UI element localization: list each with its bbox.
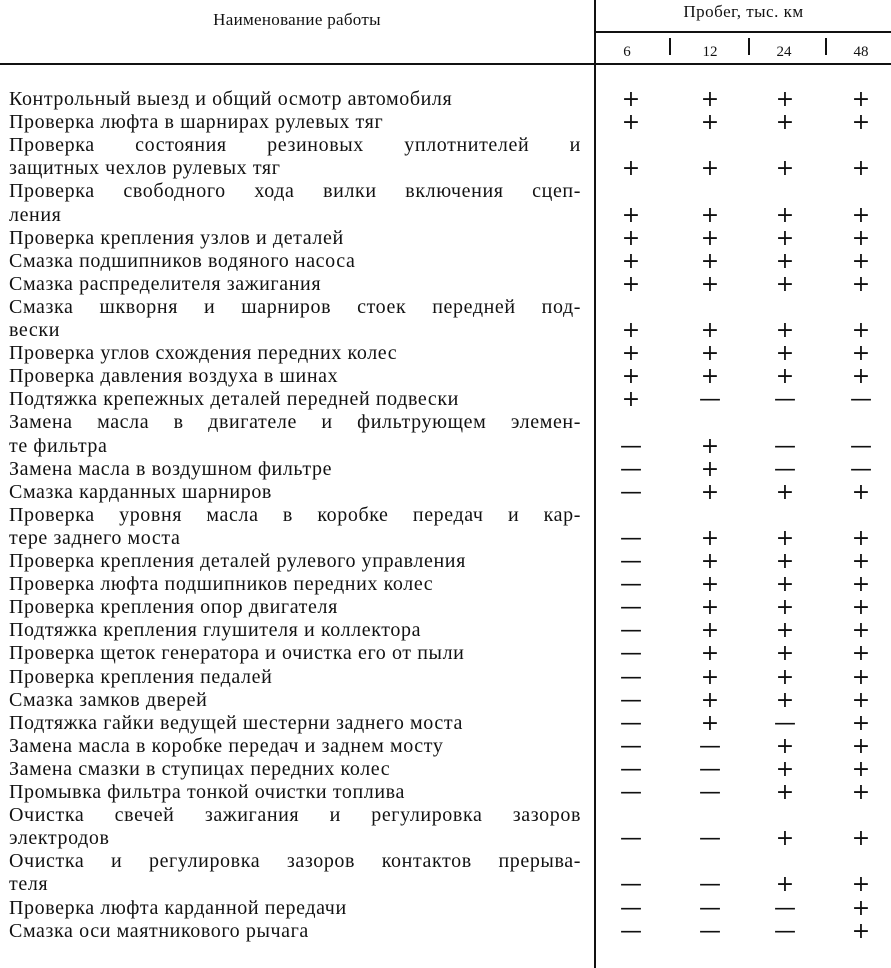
table-row [0, 227, 891, 250]
table-row [0, 88, 891, 111]
mileage-mark-6: — [620, 618, 642, 644]
mileage-mark-12: + [700, 618, 720, 644]
table-row [0, 342, 891, 365]
mileage-mark-12: + [700, 687, 720, 713]
mileage-mark-24: + [775, 248, 795, 274]
work-name: Смазка оси маятникового рычага [9, 919, 309, 942]
mileage-mark-24: + [775, 687, 795, 713]
header-tick [669, 38, 671, 55]
mileage-mark-12: — [699, 733, 721, 759]
table-row [0, 319, 891, 342]
mileage-mark-6: + [621, 156, 641, 182]
mileage-mark-48: + [851, 202, 871, 228]
mileage-mark-12: + [700, 433, 720, 459]
mileage-mark-24: + [775, 756, 795, 782]
mileage-mark-48: + [851, 479, 871, 505]
mileage-mark-6: — [620, 525, 642, 551]
mileage-mark-6: — [620, 664, 642, 690]
mileage-mark-48: + [851, 918, 871, 944]
mileage-mark-6: + [621, 110, 641, 136]
mileage-mark-48: + [851, 364, 871, 390]
mileage-col-24: 24 [776, 44, 792, 60]
mileage-mark-6: — [620, 733, 642, 759]
table-row [0, 920, 891, 943]
table-row [0, 134, 891, 157]
mileage-mark-12: + [700, 572, 720, 598]
work-name: Очистка свечей зажигания и регулировка зазоров [9, 804, 581, 827]
table-row [0, 873, 891, 896]
work-name: тере заднего моста [9, 526, 181, 549]
mileage-mark-24: — [774, 456, 796, 482]
mileage-mark-12: + [700, 248, 720, 274]
work-name: Замена смазки в ступицах передних колес [9, 757, 391, 780]
mileage-mark-12: + [700, 110, 720, 136]
work-name: Подтяжка крепежных деталей передней подвески [9, 388, 459, 411]
table-row [0, 827, 891, 850]
mileage-mark-48: + [851, 895, 871, 921]
mileage-mark-12: + [700, 318, 720, 343]
work-name: Подтяжка гайки ведущей шестерни заднего моста [9, 711, 463, 734]
mileage-mark-6: — [620, 479, 642, 505]
mileage-mark-12: + [700, 595, 720, 621]
work-name: Проверка свободного хода вилки включения сцеп- [9, 180, 581, 203]
mileage-mark-6: — [620, 687, 642, 713]
mileage-mark-24: — [774, 387, 796, 413]
mileage-mark-24: + [775, 572, 795, 598]
work-name: Проверка давления воздуха в шинах [9, 365, 339, 388]
table-row [0, 111, 891, 134]
mileage-mark-12: — [699, 872, 721, 898]
mileage-mark-6: — [620, 433, 642, 459]
work-name: Проверка крепления узлов и деталей [9, 226, 344, 249]
mileage-col-6: 6 [623, 44, 631, 60]
work-name: Смазка подшипников водяного насоса [9, 249, 356, 272]
work-name: Проверка уровня масла в коробке передач и кар- [9, 503, 581, 526]
mileage-mark-48: + [851, 780, 871, 805]
mileage-mark-12: + [700, 271, 720, 297]
mileage-mark-6: + [621, 248, 641, 274]
mileage-mark-48: + [851, 756, 871, 782]
table-row [0, 850, 891, 873]
table-row [0, 157, 891, 180]
mileage-mark-12: + [700, 710, 720, 736]
mileage-mark-12: + [700, 87, 720, 112]
mileage-mark-6: — [620, 826, 642, 852]
mileage-mark-12: + [700, 202, 720, 228]
mileage-mark-6: — [620, 872, 642, 898]
mileage-mark-48: + [851, 87, 871, 112]
mileage-mark-48: + [851, 595, 871, 621]
table-row [0, 296, 891, 319]
table-row [0, 804, 891, 827]
mileage-mark-6: + [621, 387, 641, 413]
table-row [0, 273, 891, 296]
mileage-mark-12: + [700, 156, 720, 182]
mileage-mark-48: + [851, 271, 871, 297]
mileage-mark-6: — [620, 641, 642, 667]
mileage-mark-12: — [699, 756, 721, 782]
table-row [0, 712, 891, 735]
work-name: Промывка фильтра тонкой очистки топлива [9, 781, 405, 803]
work-name: Проверка углов схождения передних колес [9, 342, 398, 365]
mileage-mark-6: — [620, 549, 642, 574]
mileage-mark-24: + [775, 595, 795, 621]
mileage-mark-48: + [851, 156, 871, 182]
mileage-mark-48: — [850, 456, 872, 482]
mileage-mark-48: — [850, 433, 872, 459]
work-name: Замена масла в воздушном фильтре [9, 457, 333, 480]
work-name: ления [9, 203, 62, 226]
mileage-mark-48: + [851, 733, 871, 759]
mileage-mark-6: — [620, 756, 642, 782]
work-name: Подтяжка крепления глушителя и коллектора [9, 619, 422, 642]
header-tick [748, 38, 750, 55]
work-name: Замена масла в коробке передач и заднем мосту [9, 734, 444, 757]
table-row [0, 781, 891, 804]
mileage-mark-6: — [620, 572, 642, 598]
table-row [0, 573, 891, 596]
table-row [0, 689, 891, 712]
mileage-mark-48: + [851, 549, 871, 574]
mileage-mark-12: + [700, 364, 720, 390]
mileage-mark-24: + [775, 87, 795, 112]
mileage-mark-6: + [621, 225, 641, 251]
table-row [0, 458, 891, 481]
mileage-mark-6: — [620, 780, 642, 805]
mileage-mark-24: + [775, 479, 795, 505]
mileage-mark-12: — [699, 895, 721, 921]
work-name: Проверка крепления опор двигателя [9, 596, 338, 619]
mileage-mark-24: + [775, 780, 795, 805]
mileage-mark-6: — [620, 595, 642, 621]
mileage-mark-24: + [775, 872, 795, 898]
table-row [0, 388, 891, 411]
mileage-mark-24: + [775, 202, 795, 228]
work-name: Смазка замков дверей [9, 688, 208, 711]
work-name: вески [9, 319, 60, 341]
mileage-mark-24: + [775, 549, 795, 574]
mileage-mark-6: — [620, 895, 642, 921]
mileage-mark-48: + [851, 687, 871, 713]
table-row [0, 596, 891, 619]
work-name: Контрольный выезд и общий осмотр автомобиля [9, 88, 453, 110]
mileage-mark-48: + [851, 572, 871, 598]
work-name-header: Наименование работы [213, 10, 381, 29]
mileage-mark-12: — [699, 780, 721, 805]
table-row [0, 758, 891, 781]
mileage-mark-12: — [699, 387, 721, 413]
table-row [0, 642, 891, 665]
mileage-mark-24: + [775, 618, 795, 644]
mileage-mark-24: + [775, 364, 795, 390]
work-name: Смазка шкворня и шарниров стоек передней под- [9, 295, 581, 318]
mileage-mark-6: + [621, 318, 641, 343]
table-row [0, 180, 891, 203]
mileage-mark-24: + [775, 664, 795, 690]
table-row [0, 897, 891, 920]
table-row [0, 527, 891, 550]
work-name: Проверка крепления деталей рулевого управления [9, 550, 466, 572]
table-row [0, 250, 891, 273]
mileage-mark-48: + [851, 826, 871, 852]
work-name: теля [9, 873, 49, 896]
mileage-mark-12: + [700, 456, 720, 482]
mileage-mark-6: + [621, 87, 641, 112]
mileage-mark-48: + [851, 318, 871, 343]
mileage-mark-24: — [774, 918, 796, 944]
mileage-mark-6: + [621, 364, 641, 390]
mileage-mark-24: + [775, 525, 795, 551]
work-name: Проверка крепления педалей [9, 665, 273, 688]
mileage-mark-6: — [620, 456, 642, 482]
mileage-col-48: 48 [853, 44, 869, 60]
mileage-mark-6: + [621, 202, 641, 228]
mileage-mark-12: + [700, 641, 720, 667]
header-tick [825, 38, 827, 55]
table-row [0, 735, 891, 758]
mileage-header: Пробег, тыс. км [683, 2, 804, 21]
mileage-mark-24: — [774, 433, 796, 459]
mileage-mark-24: + [775, 641, 795, 667]
mileage-mark-48: + [851, 248, 871, 274]
work-name: Проверка люфта карданной передачи [9, 896, 347, 919]
work-name: электродов [9, 827, 110, 850]
mileage-mark-48: + [851, 110, 871, 136]
work-name: защитных чехлов рулевых тяг [9, 157, 281, 180]
mileage-mark-48: — [850, 387, 872, 413]
work-name: Проверка люфта в шарнирах рулевых тяг [9, 111, 384, 134]
mileage-mark-24: + [775, 341, 795, 367]
mileage-mark-12: + [700, 225, 720, 251]
mileage-mark-12: + [700, 664, 720, 690]
work-name: Замена масла в двигателе и фильтрующем элемен- [9, 411, 581, 434]
table-row [0, 365, 891, 388]
mileage-mark-12: + [700, 479, 720, 505]
mileage-mark-6: — [620, 710, 642, 736]
mileage-mark-48: + [851, 710, 871, 736]
work-name: Проверка люфта подшипников передних колес [9, 573, 434, 596]
mileage-mark-24: + [775, 271, 795, 297]
mileage-mark-24: + [775, 225, 795, 251]
work-name: те фильтра [9, 434, 108, 457]
mileage-col-12: 12 [702, 44, 718, 60]
work-name: Смазка распределителя зажигания [9, 272, 322, 295]
table-row [0, 504, 891, 527]
table-row [0, 411, 891, 434]
work-name: Проверка щеток генератора и очистка его от пыли [9, 642, 465, 665]
mileage-mark-24: + [775, 110, 795, 136]
table-row [0, 619, 891, 642]
mileage-mark-48: + [851, 641, 871, 667]
mileage-mark-12: — [699, 826, 721, 852]
mileage-mark-24: + [775, 826, 795, 852]
work-name: Смазка карданных шарниров [9, 480, 272, 503]
mileage-mark-12: + [700, 549, 720, 574]
mileage-mark-6: — [620, 918, 642, 944]
mileage-mark-24: + [775, 733, 795, 759]
table-row [0, 550, 891, 573]
work-name: Очистка и регулировка зазоров контактов прерыва- [9, 850, 581, 873]
work-name: Проверка состояния резиновых уплотнителей и [9, 134, 581, 157]
mileage-mark-12: + [700, 525, 720, 551]
mileage-mark-6: + [621, 271, 641, 297]
mileage-mark-48: + [851, 872, 871, 898]
mileage-mark-6: + [621, 341, 641, 367]
mileage-mark-24: — [774, 710, 796, 736]
mileage-mark-48: + [851, 618, 871, 644]
mileage-mark-48: + [851, 341, 871, 367]
header-bottom-rule [0, 63, 891, 65]
mileage-mark-48: + [851, 525, 871, 551]
mileage-mark-24: + [775, 318, 795, 343]
mileage-mark-24: — [774, 895, 796, 921]
mileage-mark-48: + [851, 225, 871, 251]
table-row [0, 481, 891, 504]
table-row [0, 666, 891, 689]
mileage-mark-12: — [699, 918, 721, 944]
mileage-mark-48: + [851, 664, 871, 690]
table-row [0, 435, 891, 458]
mileage-mark-12: + [700, 341, 720, 367]
table-row [0, 204, 891, 227]
header-mid-rule [596, 31, 891, 33]
mileage-mark-24: + [775, 156, 795, 182]
